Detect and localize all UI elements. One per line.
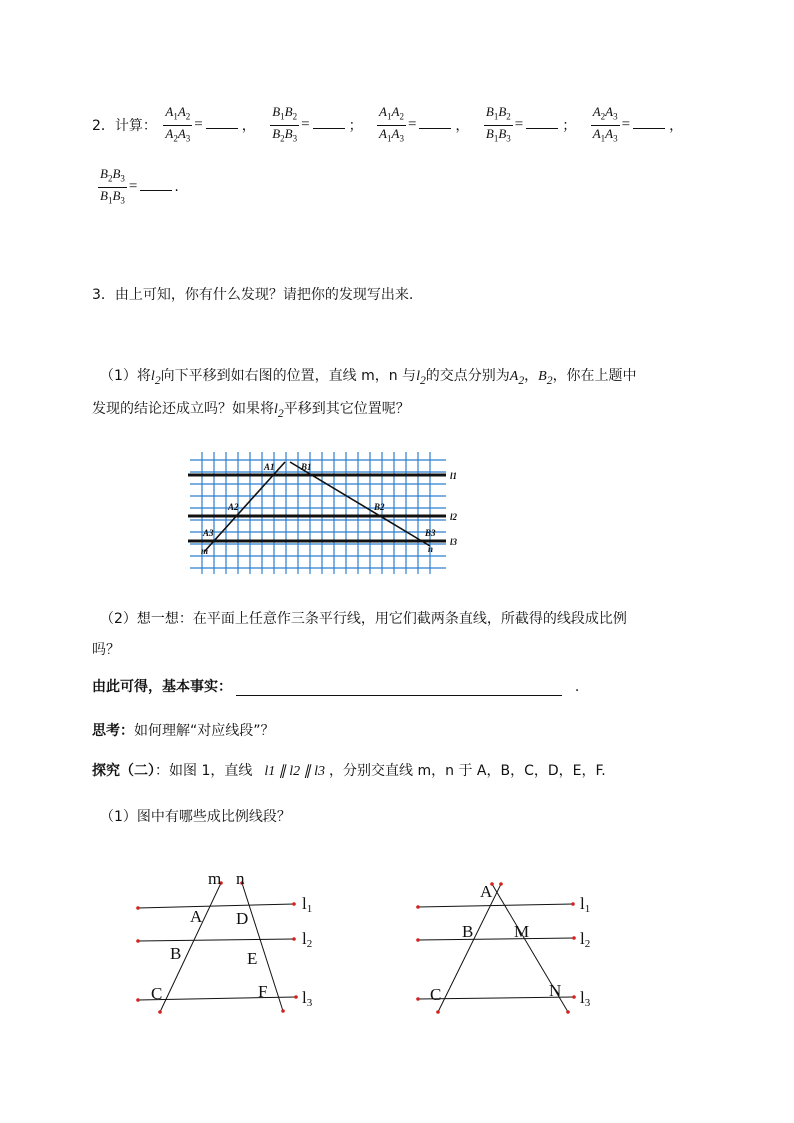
l2-symbol: $l_2$ [150,369,161,387]
fraction-4-den [484,126,513,147]
fig1-label-e: E [247,949,258,968]
fraction-letter: B [485,104,494,119]
fraction-letter: A [592,104,601,119]
fraction-subscript: 2 [292,111,298,122]
fraction-letter: B [272,104,281,119]
fraction-subscript: 1 [493,111,499,122]
basic-fact-label: 由此可得，基本事实： [92,679,232,695]
fig1-label-l2: l2 [302,929,313,950]
answer-blank [140,189,172,191]
equals-sign: = [621,116,631,133]
separator: ， [524,368,539,384]
fraction-5-den [591,126,620,147]
basic-fact-blank [236,679,562,696]
fig1-label-n: n [236,869,245,888]
separator: ， [241,118,256,135]
fig1-label-b: B [170,944,182,963]
explore-text-2: ，分别交直线 m，n 于 A，B，C，D，E，F. [329,763,606,779]
fraction-subscript: 2 [107,173,113,184]
grid-label-b3: B3 [425,528,436,538]
grid-label-b2: B2 [374,502,385,512]
separator: ， [669,118,684,135]
fraction-subscript: 3 [185,133,191,144]
fraction-letter: A [379,125,387,141]
fraction-letter: A [165,104,174,119]
part-1-text: 平移到其它位置呢？ [283,401,410,417]
fig2-label-l3: l3 [580,988,591,1009]
fraction-letter: B [284,125,293,141]
part-1 [100,362,710,395]
question-2 [92,104,691,146]
fraction-subscript: 3 [613,111,618,122]
think-text: 如何理解“对应线段”？ [134,723,275,739]
fraction-subscript: 1 [493,133,499,144]
fraction-5-num [591,104,620,126]
fig2-label-c: C [430,985,442,1004]
fraction-subscript: 2 [399,111,404,122]
fraction-subscript: 2 [506,111,511,122]
fraction-6 [98,166,127,208]
fraction-letter: B [498,125,507,141]
grid-label-b1: B1 [301,462,312,472]
fraction-letter: B [485,125,494,141]
explore-text-1: ：如图 1，直线 [155,763,253,779]
fraction-subscript: 1 [600,133,606,144]
fraction-letter: A [592,125,601,141]
fraction-4-num [484,104,513,126]
part-2-line-2: 吗？ [92,642,120,658]
fraction-4 [484,104,513,146]
fraction-letter: A [605,104,614,119]
separator: ， [455,118,470,135]
part-1-text: 发现的结论还成立吗？如果将 [92,401,274,417]
explore [92,760,606,780]
think [92,720,275,740]
fig2-label-n: N [549,981,562,1000]
fig1-label-a: A [190,907,203,926]
basic-fact-end: . [574,679,580,695]
question-3: 3．由上可知，你有什么发现？请把你的发现写出来. [92,287,414,303]
question-2-line2 [96,166,179,208]
fig2-label-l1: l1 [580,894,591,915]
fraction-letter: B [272,125,281,141]
fraction-subscript: 3 [120,173,125,184]
equals-sign: = [301,116,310,133]
fig1-label-c: C [151,984,163,1003]
l2-symbol: $l_2$ [416,369,426,387]
answer-blank [419,127,451,129]
grid-label-m: m [201,546,209,556]
part-3: （1）图中有哪些成比例线段？ [100,809,291,825]
grid-label-l1: l1 [450,471,458,481]
fraction-subscript: 1 [173,111,178,122]
grid-label-n: n [428,544,434,554]
fraction-3-num [377,104,406,126]
fraction-letter: A [379,104,387,119]
grid-label-a3: A3 [203,528,214,538]
grid-label-a2: A2 [228,502,239,512]
grid-label-a1: A1 [264,462,275,472]
part-1-text: ，你在上题中 [552,368,637,384]
fraction-letter: B [112,166,121,181]
part-1-text: （1）将 [100,368,151,384]
fig2-label-a: A [480,882,493,901]
period: . [174,179,179,196]
fraction-subscript: 1 [386,133,392,144]
fraction-subscript: 1 [386,111,392,122]
fraction-letter: A [391,104,400,119]
fraction-subscript: 1 [280,111,285,122]
fraction-6-den [98,188,127,209]
think-label: 思考： [92,723,134,739]
fraction-subscript: 3 [613,133,618,144]
equals-sign: = [128,178,138,195]
fraction-2-num [270,104,299,126]
fraction-subscript: 3 [399,133,404,144]
grid-label-l2: l2 [450,512,458,522]
fig1-label-f: F [258,982,268,1001]
fig1-label-l3: l3 [302,988,313,1009]
grid-figure [184,448,466,576]
fraction-subscript: 1 [107,195,113,206]
separator: ； [348,118,363,135]
q2-label: 2．计算： [92,118,157,135]
fraction-subscript: 2 [280,133,285,144]
fig1-label-d: D [236,909,249,928]
answer-blank [313,127,345,129]
fig1-label-l1: l1 [302,894,313,915]
fraction-2-den [270,126,299,147]
part-2-line-1: （2）想一想：在平面上任意作三条平行线，用它们截两条直线，所截得的线段成比例 [100,611,627,627]
answer-blank [633,127,665,129]
fraction-subscript: 2 [185,111,191,122]
grid-lines [190,452,446,574]
figure-1 [128,862,328,1022]
fraction-subscript: 3 [120,195,125,206]
fraction-letter: A [391,125,400,141]
fraction-letter: B [100,166,108,181]
fraction-letter: B [498,104,507,119]
fraction-1 [163,104,192,146]
fig2-label-l2: l2 [580,929,591,950]
grid-label-l3: l3 [450,537,458,547]
fraction-2 [270,104,299,146]
fraction-subscript: 3 [292,133,298,144]
b2-symbol: $B_2$ [538,369,553,387]
fraction-3-den [377,126,406,147]
fraction-1-den [163,126,192,147]
fraction-letter: A [177,104,186,119]
fig2-label-b: B [462,922,474,941]
part-1-line-2 [92,395,410,428]
fraction-1-num [163,104,192,126]
part-1-text: 的交点分别为 [425,368,510,384]
fig1-label-m: m [208,869,222,888]
fraction-letter: B [112,187,121,203]
fraction-6-num [98,166,127,188]
l2-symbol: $l_2$ [274,402,284,420]
fraction-letter: B [284,104,293,119]
part-1-text: 向下平移到如右图的位置，直线 m，n 与 [160,368,417,384]
fraction-letter: A [605,125,614,141]
fraction-letter: B [100,187,108,203]
a2-symbol: $A_2$ [509,369,525,387]
equals-sign: = [407,116,417,133]
fraction-letter: A [177,125,186,141]
fraction-letter: A [165,125,174,141]
answer-blank [206,127,238,129]
part-1-line-1 [100,362,710,395]
fraction-3 [377,104,406,146]
basic-fact [92,676,579,696]
fraction-subscript: 3 [506,133,511,144]
answer-blank [526,127,558,129]
separator: ； [562,118,577,135]
equals-sign: = [514,116,524,133]
figure-2 [408,862,608,1022]
fraction-subscript: 2 [600,111,606,122]
parallel-lines-expression: l1 ∥ l2 ∥ l3 [264,764,326,779]
explore-label: 探究（二） [92,763,155,779]
fig2-label-m: M [514,922,530,941]
equals-sign: = [194,116,203,133]
fraction-subscript: 2 [173,133,178,144]
fraction-5 [591,104,620,146]
